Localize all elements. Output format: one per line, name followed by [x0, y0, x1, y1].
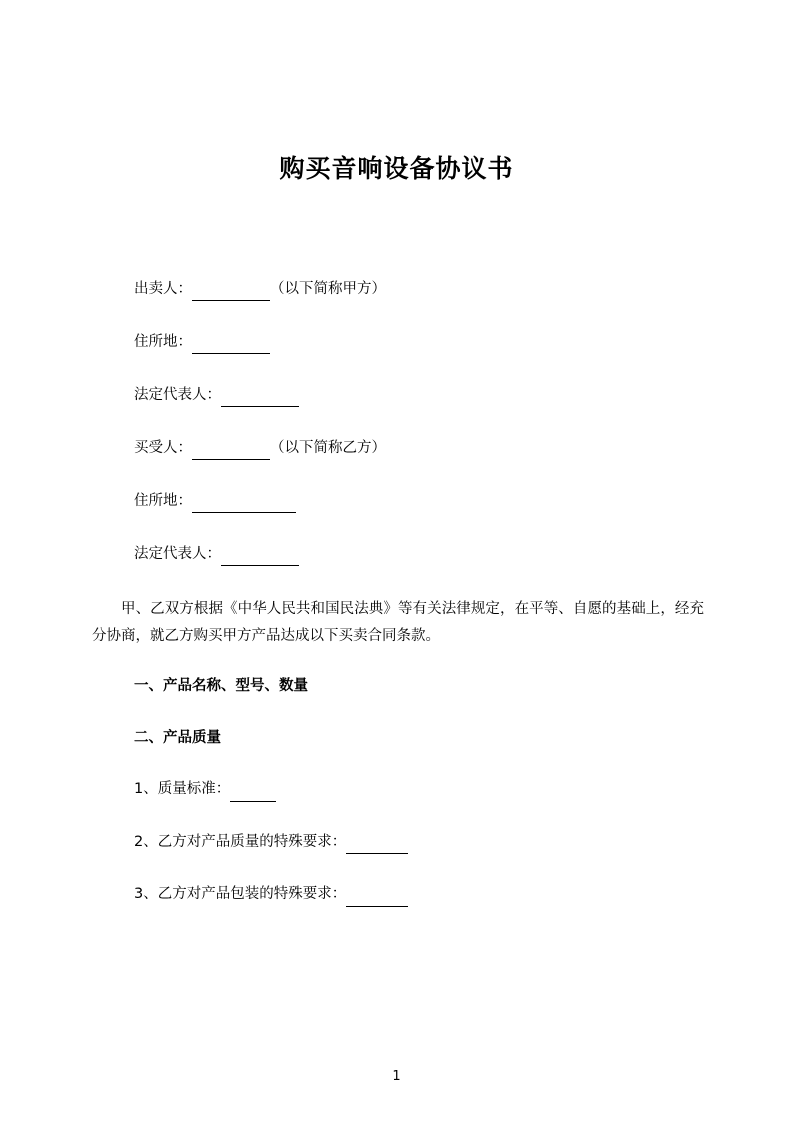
blank-fill-line[interactable] [230, 778, 276, 801]
paragraph-seller [92, 278, 704, 301]
blank-fill-line[interactable] [192, 331, 270, 354]
document-body [92, 278, 704, 936]
paragraph-text: （以下简称乙方） [270, 439, 386, 456]
blank-fill-line[interactable] [192, 490, 296, 513]
paragraph-text: 法定代表人： [134, 386, 221, 403]
paragraph-text: 住所地： [134, 492, 192, 509]
paragraph-text: 住所地： [134, 333, 192, 350]
paragraph-preamble [92, 596, 704, 650]
paragraph-buyer [92, 437, 704, 460]
paragraph-item-2-3 [92, 883, 704, 906]
paragraph-text: 3、乙方对产品包装的特殊要求： [134, 886, 347, 903]
blank-fill-line[interactable] [346, 831, 408, 854]
paragraph-text: 2、乙方对产品质量的特殊要求： [134, 833, 347, 850]
paragraph-item-2-2 [92, 831, 704, 854]
paragraph-article-2 [92, 727, 704, 749]
paragraph-text: 1、质量标准： [134, 781, 231, 798]
paragraph-item-2-1 [92, 778, 704, 801]
paragraph-buyer-address [92, 490, 704, 513]
paragraph-text: 一、产品名称、型号、数量 [134, 678, 308, 695]
paragraph-seller-legal-rep [92, 384, 704, 407]
paragraph-article-1 [92, 675, 704, 697]
paragraph-text: 买受人： [134, 439, 192, 456]
blank-fill-line[interactable] [346, 883, 408, 906]
page-number: 1 [392, 1069, 401, 1084]
blank-fill-line[interactable] [221, 543, 299, 566]
paragraph-seller-address [92, 331, 704, 354]
blank-fill-line[interactable] [221, 384, 299, 407]
paragraph-text: 法定代表人： [134, 545, 221, 562]
paragraph-buyer-legal-rep [92, 543, 704, 566]
page-title: 购买音响设备协议书 [279, 153, 514, 183]
paragraph-text: （以下简称甲方） [270, 281, 386, 297]
blank-fill-line[interactable] [192, 278, 270, 301]
blank-fill-line[interactable] [192, 437, 270, 460]
paragraph-text: 二、产品质量 [134, 729, 221, 746]
paragraph-text: 甲、乙双方根据《中华人民共和国民法典》等有关法律规定，在平等、自愿的基础上，经充分协商，就乙方购买甲方产品达成以下买卖合同条款。 [92, 600, 704, 644]
paragraph-text: 出卖人： [134, 281, 192, 297]
